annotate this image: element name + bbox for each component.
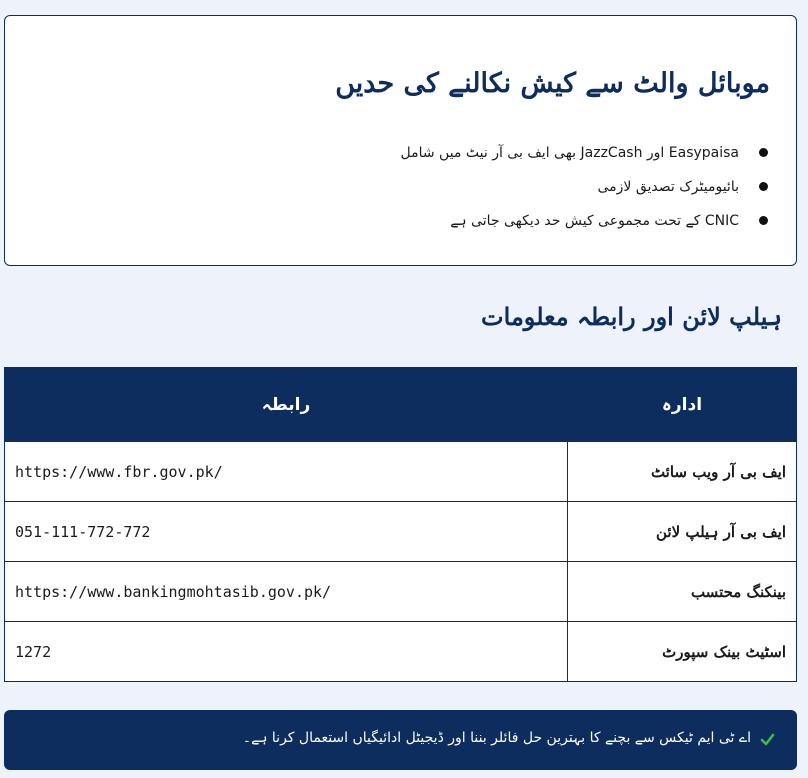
header-org: ادارہ — [568, 368, 797, 442]
list-item — [401, 136, 771, 170]
bullet-text: CNIC کے تحت مجموعی کیش حد دیکھی جاتی ہے — [450, 213, 739, 229]
section-title: ہیلپ لائن اور رابطہ معلومات — [481, 302, 782, 331]
org-cell: ایف بی آر ہیلپ لائن — [568, 502, 797, 562]
contact-phone: 1272 — [5, 622, 568, 682]
table-row — [5, 562, 797, 622]
header-contact: رابطہ — [5, 368, 568, 442]
cash-limits-card — [4, 15, 797, 266]
org-cell: اسٹیٹ بینک سپورٹ — [568, 622, 797, 682]
card-title: موبائل والٹ سے کیش نکالنے کی حدیں — [335, 68, 770, 99]
bullet-icon — [759, 148, 768, 157]
contact-link[interactable]: https://www.fbr.gov.pk/ — [5, 442, 568, 502]
table-header-row — [5, 368, 797, 442]
table-row — [5, 502, 797, 562]
list-item — [401, 170, 771, 204]
helpline-table — [4, 367, 797, 682]
table-row — [5, 622, 797, 682]
tip-banner — [4, 710, 797, 770]
table-row — [5, 442, 797, 502]
banner-text: اے ٹی ایم ٹیکس سے بچنے کا بہترین حل فائلر بننا اور ڈیجیٹل ادائیگیاں استعمال کرنا ہے۔ — [242, 730, 751, 746]
bullet-list — [401, 136, 771, 238]
check-icon — [760, 732, 775, 747]
contact-link[interactable]: https://www.bankingmohtasib.gov.pk/ — [5, 562, 568, 622]
org-cell: بینکنگ محتسب — [568, 562, 797, 622]
bullet-icon — [759, 216, 768, 225]
bullet-text: بائیومیٹرک تصدیق لازمی — [597, 179, 739, 195]
bullet-icon — [759, 182, 768, 191]
org-cell: ایف بی آر ویب سائٹ — [568, 442, 797, 502]
list-item — [401, 204, 771, 238]
contact-phone: 051-111-772-772 — [5, 502, 568, 562]
bullet-text: Easypaisa اور JazzCash بھی ایف بی آر نیٹ میں شامل — [400, 145, 739, 161]
